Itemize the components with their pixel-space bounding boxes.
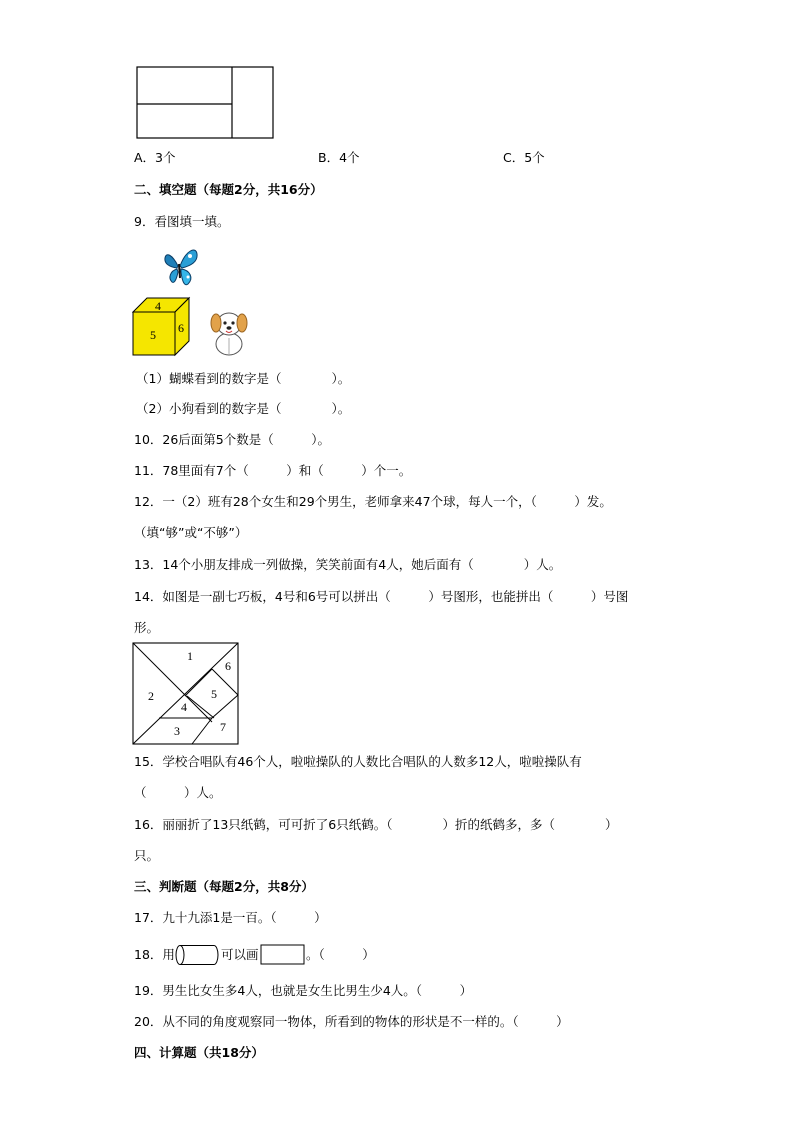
tangram-figure xyxy=(132,642,240,746)
q8-rectangle-figure xyxy=(136,66,274,140)
q16: 16．丽丽折了13只纸鹤，可可折了6只纸鹤。（ ）折的纸鹤多，多（ ） xyxy=(134,817,618,832)
cube-side-number: 6 xyxy=(178,321,184,335)
q19: 19．男生比女生多4人，也就是女生比男生少4人。（ ） xyxy=(134,983,473,998)
number-cube xyxy=(132,296,192,358)
q14: 14．如图是一副七巧板，4号和6号可以拼出（ ）号图形，也能拼出（ ）号图 xyxy=(134,589,629,604)
q16-cont: 只。 xyxy=(134,848,160,863)
q18-prefix: 18．用 xyxy=(134,947,175,962)
butterfly-icon xyxy=(160,244,200,290)
option-b: B．4个 xyxy=(318,150,360,165)
q12-note: （填“够”或“不够”） xyxy=(134,525,248,540)
cube-front-number: 5 xyxy=(150,328,156,342)
rectangle-icon xyxy=(260,944,306,966)
q20: 20．从不同的角度观察同一物体，所看到的物体的形状是不一样的。（ ） xyxy=(134,1014,569,1029)
q12: 12．一（2）班有28个女生和29个男生，老师拿来47个球，每人一个，（ ）发。 xyxy=(134,494,612,509)
q9-part2: （2）小狗看到的数字是（ ）。 xyxy=(136,401,351,416)
tangram-label-2: 2 xyxy=(148,689,154,703)
q14-cont: 形。 xyxy=(134,620,160,635)
cube-top-number: 4 xyxy=(155,299,161,313)
q15: 15．学校合唱队有46个人，啦啦操队的人数比合唱队的人数多12人，啦啦操队有 xyxy=(134,754,582,769)
section-3-title: 三、判断题（每题2分，共8分） xyxy=(134,879,314,894)
q13: 13．14个小朋友排成一列做操，笑笑前面有4人，她后面有（ ）人。 xyxy=(134,557,562,572)
puppy-icon xyxy=(208,308,250,356)
cylinder-icon xyxy=(174,944,220,966)
q9-stem: 9．看图填一填。 xyxy=(134,214,230,229)
option-a: A．3个 xyxy=(134,150,176,165)
section-2-title: 二、填空题（每题2分，共16分） xyxy=(134,182,323,197)
q17: 17．九十九添1是一百。（ ） xyxy=(134,910,327,925)
tangram-label-3: 3 xyxy=(174,724,180,738)
tangram-label-6: 6 xyxy=(225,659,231,673)
tangram-label-7: 7 xyxy=(220,720,226,734)
tangram-label-4: 4 xyxy=(181,700,187,714)
tangram-label-1: 1 xyxy=(187,649,193,663)
q18-middle: 可以画 xyxy=(221,947,259,962)
q18-suffix: 。（ ） xyxy=(306,947,375,962)
q9-part1: （1）蝴蝶看到的数字是（ ）。 xyxy=(136,371,351,386)
q15-cont: （ ）人。 xyxy=(134,785,222,800)
section-4-title: 四、计算题（共18分） xyxy=(134,1045,264,1060)
tangram-label-5: 5 xyxy=(211,687,217,701)
option-c: C．5个 xyxy=(503,150,545,165)
q10: 10．26后面第5个数是（ ）。 xyxy=(134,432,331,447)
q11: 11．78里面有7个（ ）和（ ）个一。 xyxy=(134,463,412,478)
